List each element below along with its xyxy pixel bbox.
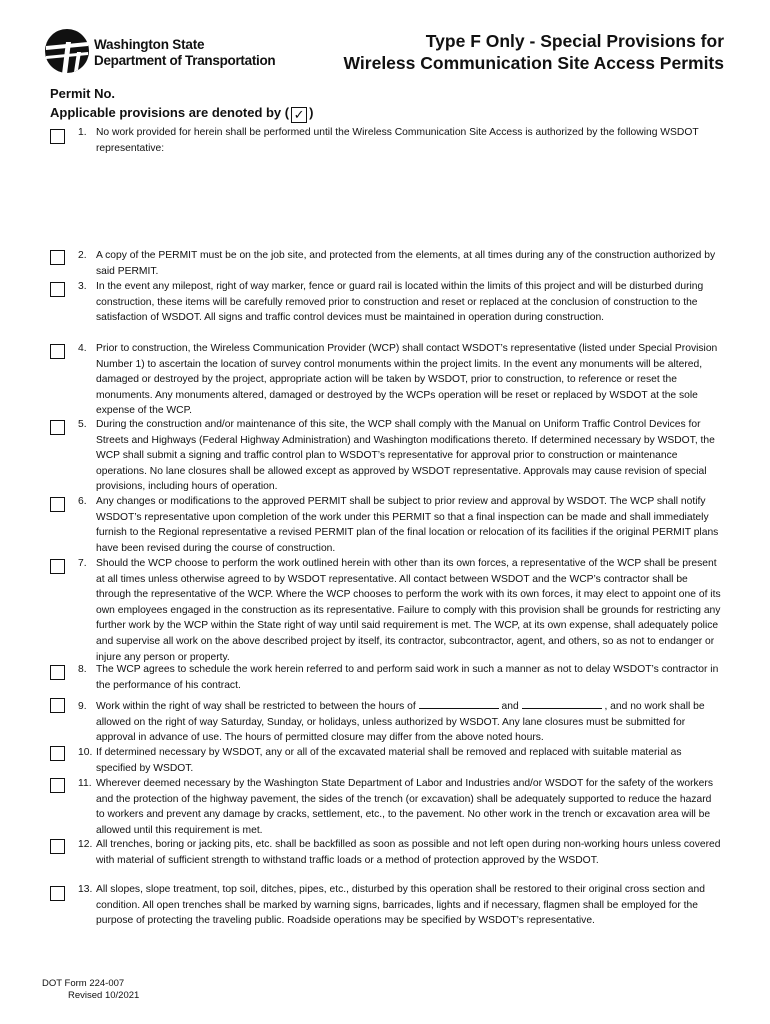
provision-number: 9.: [78, 701, 87, 712]
applicable-provisions-legend: [50, 105, 313, 123]
title-line1: Type F Only - Special Provisions for: [425, 31, 724, 51]
provision-6: [78, 494, 721, 556]
provision-5-checkbox[interactable]: [50, 420, 65, 435]
provision-3-checkbox[interactable]: [50, 282, 65, 297]
provision-1: [78, 125, 721, 156]
provision-number: 13.: [78, 884, 93, 895]
title-line2: Wireless Communication Site Access Permits: [343, 53, 724, 73]
provision-number: 3.: [78, 281, 87, 292]
provision-text: A copy of the PERMIT must be on the job site, and protected from the elements, at all times during any of the construction authorized by said PERMIT.: [96, 250, 716, 277]
provision-text: If determined necessary by WSDOT, any or all of the excavated material shall be removed and replaced with suitable material as specified by WSDOT.: [96, 747, 682, 774]
start-hours-field[interactable]: [419, 699, 499, 709]
provision-6-checkbox[interactable]: [50, 497, 65, 512]
provision-9: [78, 699, 721, 746]
provision-9-text-a: Work within the right of way shall be restricted to between the hours of: [96, 701, 416, 712]
provision-12: [78, 837, 721, 868]
provision-number: 5.: [78, 419, 87, 430]
applicable-suffix: ): [309, 105, 314, 120]
provision-text: No work provided for herein shall be performed until the Wireless Communication Site Access is authorized by the following WSDOT representative:: [96, 127, 699, 154]
provision-text: Any changes or modifications to the approved PERMIT shall be subject to prior review and approval by WSDOT. The WCP shall notify WSDOT’s representative upon completion of the work under this PERMIT so that a final inspection can be made and shall immediately furnish to the Regional representative a revised PERMIT plan of the final location or relocation of its facilities if the original PERMIT plans have been revised during the course of construction.: [96, 496, 719, 554]
provision-text: In the event any milepost, right of way marker, fence or guard rail is located within the limits of this project and will be disturbed during construction, these items will be carefully removed prior to construction and reset or replaced at the conclusion of construction to the satisfaction of WSDOT. All signs and traffic control devices must be maintained in operation during construction.: [96, 281, 704, 324]
revision-date: Revised 10/2021: [68, 990, 140, 1001]
provision-text: Prior to construction, the Wireless Communication Provider (WCP) shall contact WSDOT’s representative (listed under Special Provision Number 1) to ascertain the location of survey control monuments within the project limits. In the event any monuments will be altered, damaged or destroyed by the project, appropriate action will be taken by WSDOT, prior to construction, to reference or reset the monuments. Any monuments altered, damaged or destroyed by the WCPs operation will be reset or replaced by WSDOT at the sole expense of the WCP.: [96, 343, 718, 417]
provision-2: [78, 248, 721, 279]
provision-10-checkbox[interactable]: [50, 746, 65, 761]
provision-8: [78, 662, 721, 693]
provision-7-checkbox[interactable]: [50, 559, 65, 574]
provision-text: All slopes, slope treatment, top soil, ditches, pipes, etc., disturbed by this operation shall be restored to their original cross section and condition. All open trenches shall be marked by warning signs, barricades, lights and if necessary, flagmen shall be employed for the purpose of protecting the traveling public. Roadside operations may be specified by WSDOT’s representative.: [96, 884, 705, 927]
provision-10: [78, 745, 721, 776]
provision-number: 7.: [78, 558, 87, 569]
form-footer: [42, 978, 139, 1002]
provision-3: [78, 279, 721, 326]
provision-11: [78, 776, 721, 838]
provision-8-checkbox[interactable]: [50, 665, 65, 680]
provision-7: [78, 556, 721, 665]
org-name-line1: Washington State: [94, 37, 205, 52]
provision-13-checkbox[interactable]: [50, 886, 65, 901]
provision-number: 10.: [78, 747, 93, 758]
page-title: [344, 30, 724, 74]
provision-2-checkbox[interactable]: [50, 250, 65, 265]
provision-11-checkbox[interactable]: [50, 778, 65, 793]
checkmark-icon: ✓: [291, 107, 307, 123]
permit-number-label: Permit No.: [50, 86, 116, 101]
provision-number: 11.: [78, 778, 92, 789]
end-hours-field[interactable]: [522, 699, 602, 709]
provision-1-checkbox[interactable]: [50, 129, 65, 144]
provision-9-text-b: and: [501, 701, 519, 712]
provision-text: Should the WCP choose to perform the work outlined herein with other than its own forces, a representative of the WCP shall be present at all times unless otherwise agreed to by WSDOT representative. All contact between WSDOT and the WCP’s contractor shall be through the representative of the WCP. Where the WCP chooses to perform the work with its own forces, it may elect to appoint one of its own employees engaged in the construction as its representative. Failure to comply with this provision shall be grounds for restricting any further work by the WCP within the State right of way until said requirement is met. The WCP, at its own expense, shall adequately police and supervise all work on the above described project by itself, its contractor, subcontractor, agent, and others, so as not to endanger or injure any person or property.: [96, 558, 721, 663]
provision-number: 1.: [78, 127, 87, 138]
provision-13: [78, 882, 721, 929]
provision-number: 4.: [78, 343, 87, 354]
provision-12-checkbox[interactable]: [50, 839, 65, 854]
provision-number: 2.: [78, 250, 87, 261]
org-name-line2: Department of Transportation: [94, 53, 276, 68]
provision-9-checkbox[interactable]: [50, 698, 65, 713]
provision-text: Wherever deemed necessary by the Washington State Department of Labor and Industries and/or WSDOT for the safety of the workers and the protection of the highway pavement, the sides of the trench (or excavation) shall be adequately supported to reduce the hazard to workers and prevent any damage by cracks, settlement, etc., to the pavement. No other work in the trench or excavation area will be allowed until this requirement is met.: [96, 778, 713, 836]
provision-5: [78, 417, 721, 495]
wsdot-logo-icon: [44, 28, 90, 74]
provision-number: 6.: [78, 496, 87, 507]
provision-number: 8.: [78, 664, 87, 675]
provision-9-text-c: , and no work shall be allowed on the right of way Saturday, Sunday, or holidays, unless authorized by WSDOT. Any lane closures must be submitted for approval in advance of use. The hours of permitted closure may differ from the above noted hours.: [96, 701, 705, 744]
provision-4: [78, 341, 721, 419]
form-number: DOT Form 224-007: [42, 978, 125, 989]
provision-text: [96, 699, 721, 746]
applicable-prefix: Applicable provisions are denoted by (: [50, 105, 290, 120]
provision-text: All trenches, boring or jacking pits, etc. shall be backfilled as soon as possible and not left open during non-working hours unless covered with material of sufficient strength to withstand traffic loads or a method of protection approved by the WSDOT.: [96, 839, 721, 866]
provision-4-checkbox[interactable]: [50, 344, 65, 359]
provision-text: During the construction and/or maintenance of this site, the WCP shall comply with the Manual on Uniform Traffic Control Devices for Streets and Highways (Federal Highway Administration) and Washington modifications thereto. If determined necessary by WSDOT, the WCP shall submit a signing and traffic control plan to WSDOT’s representative for approval prior to construction or maintenance operations. No lane closures shall be allowed except as approved by WSDOT representative. Approvals may cause revision of special provisions, including hours of operation.: [96, 419, 715, 493]
wsdot-logo: [44, 28, 298, 76]
provision-text: The WCP agrees to schedule the work herein referred to and perform said work in such a manner as not to delay WSDOT’s contractor in the performance of his contract.: [96, 664, 719, 691]
provision-number: 12.: [78, 839, 93, 850]
